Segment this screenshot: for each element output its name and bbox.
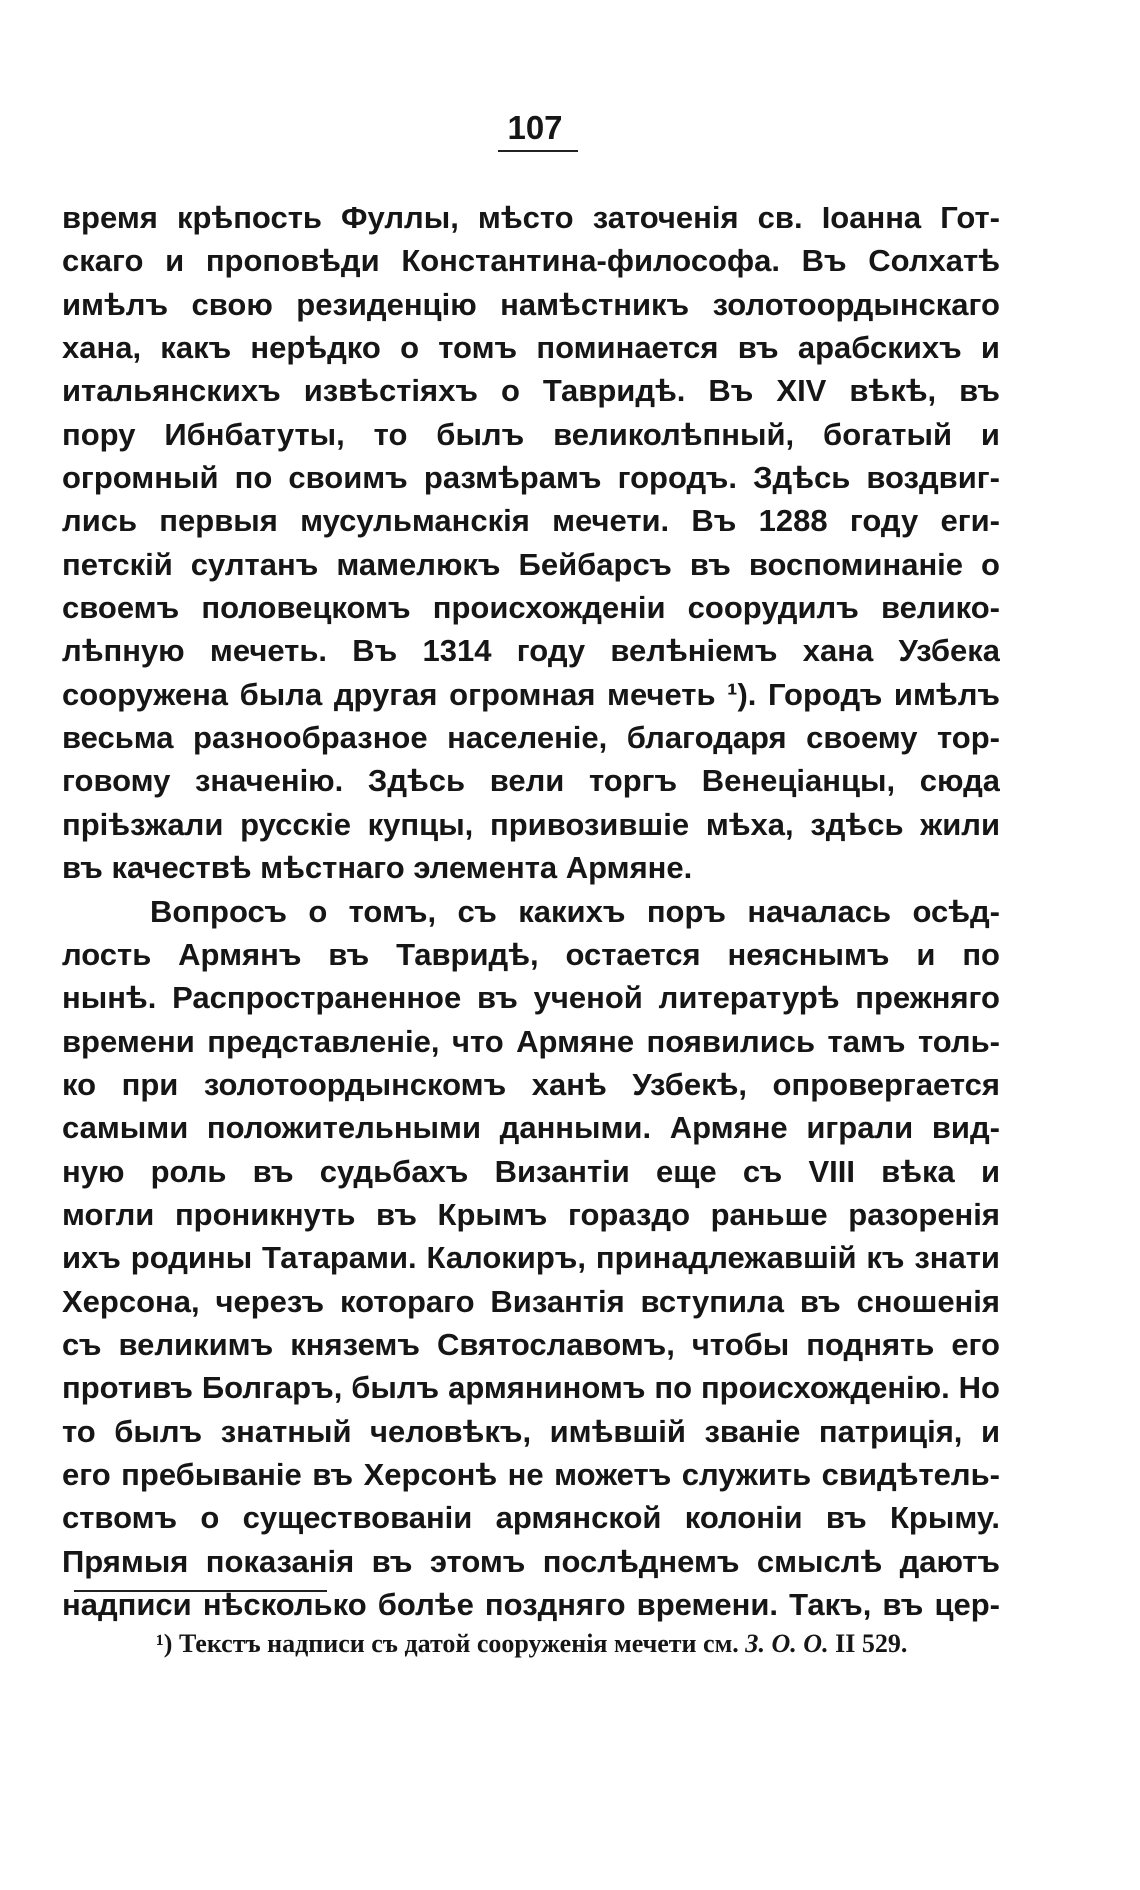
text-line: своемъ половецкомъ происхожденіи соорудилъ велико- [62,590,1000,626]
text-line: имѣлъ свою резиденцію намѣстникъ золотоордынскаго [62,286,1000,322]
text-line: противъ Болгаръ, былъ армяниномъ по происхожденію. Но [62,1370,1000,1406]
footnote-reference: II 529. [835,1629,908,1658]
text-line: самыми положительными данными. Армяне играли вид- [62,1110,1000,1146]
text-line: то былъ знатный человѣкъ, имѣвшій званіе патриція, и [62,1413,1000,1449]
text-line: могли проникнуть въ Крымъ гораздо раньше разоренія [62,1196,1000,1232]
footnote-rule [74,1590,327,1592]
page-number-rule [498,150,578,152]
text-line: ко при золотоордынскомъ ханѣ Узбекѣ, опровергается [62,1066,1000,1102]
footnote-text: Текстъ надписи съ датой сооруженія мечети см. [178,1629,739,1658]
body-text [62,196,1000,1626]
text-line: лѣпную мечеть. Въ 1314 году велѣніемъ хана Узбека [62,633,1000,669]
text-line: его пребываніе въ Херсонѣ не можетъ служить свидѣтель- [62,1456,1000,1492]
text-line: огромный по своимъ размѣрамъ городъ. Здѣсь воздвиг- [62,460,1000,496]
text-line: лость Армянъ въ Тавридѣ, остается неяснымъ и по [62,936,1000,972]
footnote [156,1627,907,1661]
text-line: ствомъ о существованіи армянской колоніи въ Крыму. [62,1500,1000,1536]
text-line: время крѣпость Фуллы, мѣсто заточенія св. Іоанна Гот- [62,200,1000,235]
text-line: надписи нѣсколько болѣе поздняго времени. Такъ, въ цер- [62,1587,1000,1622]
text-line: въ качествѣ мѣстнаго элемента Армяне. [62,850,693,886]
text-line: лись первыя мусульманскія мечети. Въ 1288 году еги- [62,503,1000,539]
text-line: хана, какъ нерѣдко о томъ поминается въ арабскихъ и [62,330,1000,366]
page-number: 107 [507,109,563,146]
text-line: съ великимъ княземъ Святославомъ, чтобы поднять его [62,1326,1000,1362]
text-line: времени представленіе, что Армяне появились тамъ толь- [62,1023,1000,1059]
text-line: нынѣ. Распространенное въ ученой литературѣ прежняго [62,980,1000,1016]
text-line-footnote-ref: сооружена была другая огромная мечеть ¹). Городъ имѣлъ [62,676,1000,712]
text-line: петскій султанъ мамелюкъ Бейбарсъ въ воспоминаніе о [62,546,1000,582]
text-line: пріѣзжали русскіе купцы, привозившіе мѣха, здѣсь жили [62,806,1000,842]
text-line: ихъ родины Татарами. Калокиръ, принадлежавшій къ знати [62,1240,1000,1276]
footnote-marker: ¹) [156,1629,173,1658]
text-line: ную роль въ судьбахъ Византіи еще съ VIII вѣка и [62,1153,1000,1189]
text-line: весьма разнообразное населеніе, благодаря своему тор- [62,720,1000,756]
text-line-indented: Вопросъ о томъ, съ какихъ поръ началась осѣд- [150,893,1000,929]
text-line: итальянскихъ извѣстіяхъ о Тавридѣ. Въ XIV вѣкѣ, въ [62,373,1000,409]
text-line: пору Ибнбатуты, то былъ великолѣпный, богатый и [62,416,1000,452]
text-line: скаго и проповѣди Константина-философа. Въ Солхатѣ [62,243,1000,279]
footnote-source: З. О. О. [745,1629,829,1658]
text-line: Херсона, черезъ котораго Византія вступила въ сношенія [62,1283,1000,1319]
text-line: говому значенію. Здѣсь вели торгъ Венеціанцы, сюда [62,763,1000,799]
text-line: Прямыя показанія въ этомъ послѣднемъ смыслѣ даютъ [62,1543,1000,1579]
